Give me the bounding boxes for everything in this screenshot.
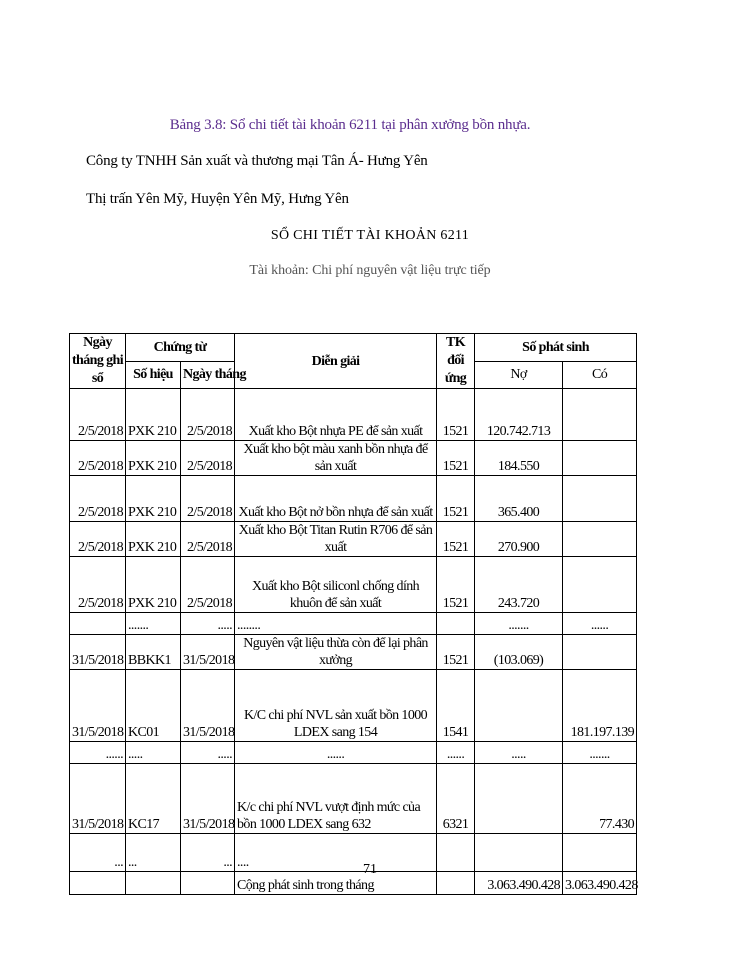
row-contra-account <box>437 613 475 635</box>
row-credit <box>563 476 637 522</box>
row-date: 2/5/2018 <box>70 441 126 476</box>
row-description: Xuất kho Bột siliconl chống dính khuôn để sản xuất <box>235 557 437 613</box>
row-credit: ...... <box>563 613 637 635</box>
row-description: K/C chi phí NVL sản xuất bồn 1000 LDEX sang 154 <box>235 670 437 742</box>
row-credit: ....... <box>563 742 637 764</box>
row-date <box>70 613 126 635</box>
row-voucher-date: 31/5/2018 <box>181 670 235 742</box>
ledger-title: SỔ CHI TIẾT TÀI KHOẢN 6211 <box>270 228 470 243</box>
row-voucher-date: 2/5/2018 <box>181 522 235 557</box>
row-voucher-date: ..... <box>181 613 235 635</box>
table-row <box>70 441 637 476</box>
table-row <box>70 389 637 441</box>
row-credit <box>563 557 637 613</box>
total-debit: 3.063.490.428 <box>475 872 563 895</box>
row-voucher-date: 2/5/2018 <box>181 557 235 613</box>
row-voucher-no: PXK 210 <box>126 522 181 557</box>
row-date: 2/5/2018 <box>70 522 126 557</box>
row-contra-account: 1521 <box>437 522 475 557</box>
header-description: Diễn giải <box>235 334 437 389</box>
row-voucher-no: ... <box>126 834 181 872</box>
table-row <box>70 613 637 635</box>
header-amounts: Số phát sinh <box>475 334 637 362</box>
row-contra-account: 1521 <box>437 557 475 613</box>
row-credit <box>563 522 637 557</box>
row-debit: 184.550 <box>475 441 563 476</box>
table-row <box>70 764 637 834</box>
table-row <box>70 670 637 742</box>
row-voucher-date: 31/5/2018 <box>181 635 235 670</box>
row-voucher-no: PXK 210 <box>126 557 181 613</box>
row-voucher-date: 2/5/2018 <box>181 389 235 441</box>
row-contra-account: 1541 <box>437 670 475 742</box>
page-number: 71 <box>363 862 377 877</box>
row-date: 2/5/2018 <box>70 476 126 522</box>
row-voucher-date: 2/5/2018 <box>181 441 235 476</box>
row-debit: 243.720 <box>475 557 563 613</box>
header-voucher-date: Ngày tháng <box>181 361 235 389</box>
row-description: K/c chi phí NVL vượt định mức của bồn 1000 LDEX sang 632 <box>235 764 437 834</box>
row-debit: (103.069) <box>475 635 563 670</box>
row-date: ...... <box>70 742 126 764</box>
row-description: Xuất kho Bột Titan Rutin R706 để sản xuất <box>235 522 437 557</box>
row-debit: ..... <box>475 742 563 764</box>
row-contra-account: ...... <box>437 742 475 764</box>
table-caption: Bảng 3.8: Sổ chi tiết tài khoản 6211 tại phân xưởng bồn nhựa. <box>169 117 531 133</box>
company-address: Thị trấn Yên Mỹ, Huyện Yên Mỹ, Hưng Yên <box>86 191 349 207</box>
table-row <box>70 742 637 764</box>
row-description: ...... <box>235 742 437 764</box>
row-voucher-no: BBKK1 <box>126 635 181 670</box>
row-voucher-date: ..... <box>181 742 235 764</box>
table-row <box>70 476 637 522</box>
header-credit: Có <box>563 361 637 389</box>
row-debit: 120.742.713 <box>475 389 563 441</box>
row-description: Xuất kho Bột nở bồn nhựa để sản xuất <box>235 476 437 522</box>
row-contra-account: 6321 <box>437 764 475 834</box>
row-voucher-no: KC01 <box>126 670 181 742</box>
row-credit <box>563 635 637 670</box>
row-date: 31/5/2018 <box>70 764 126 834</box>
header-debit: Nợ <box>475 361 563 389</box>
row-debit: 270.900 <box>475 522 563 557</box>
row-contra-account: 1521 <box>437 389 475 441</box>
row-voucher-date: 31/5/2018 <box>181 764 235 834</box>
row-description: .... <box>235 834 437 872</box>
row-voucher-date: ... <box>181 834 235 872</box>
table-row <box>70 635 637 670</box>
row-description: Xuất kho bột màu xanh bồn nhựa để sản xuất <box>235 441 437 476</box>
header-voucher-no: Số hiệu <box>126 361 181 389</box>
row-date: 31/5/2018 <box>70 670 126 742</box>
row-date: 31/5/2018 <box>70 635 126 670</box>
header-date-recorded: Ngày tháng ghi sổ <box>70 334 126 389</box>
row-credit <box>563 441 637 476</box>
total-credit: 3.063.490.428 <box>563 872 637 895</box>
header-voucher: Chứng từ <box>126 334 235 362</box>
row-contra-account: 1521 <box>437 635 475 670</box>
header-contra-account: TK đối ứng <box>437 334 475 389</box>
row-voucher-no: PXK 210 <box>126 441 181 476</box>
row-date: 2/5/2018 <box>70 389 126 441</box>
row-description: ........ <box>235 613 437 635</box>
account-description: Tài khoản: Chi phí nguyên vật liệu trực tiếp <box>249 263 491 278</box>
row-date: ... <box>70 834 126 872</box>
row-voucher-date: 2/5/2018 <box>181 476 235 522</box>
row-voucher-no: KC17 <box>126 764 181 834</box>
row-description: Nguyên vật liệu thừa còn để lại phân xưởng <box>235 635 437 670</box>
row-credit: 77.430 <box>563 764 637 834</box>
total-label: Cộng phát sinh trong tháng <box>235 872 437 895</box>
row-voucher-no: PXK 210 <box>126 476 181 522</box>
row-date: 2/5/2018 <box>70 557 126 613</box>
row-credit: 181.197.139 <box>563 670 637 742</box>
row-debit: ....... <box>475 613 563 635</box>
row-debit: 365.400 <box>475 476 563 522</box>
row-description: Xuất kho Bột nhựa PE để sản xuất <box>235 389 437 441</box>
row-voucher-no: PXK 210 <box>126 389 181 441</box>
row-voucher-no: ....... <box>126 613 181 635</box>
table-row <box>70 522 637 557</box>
row-contra-account: 1521 <box>437 476 475 522</box>
row-voucher-no: ..... <box>126 742 181 764</box>
company-name: Công ty TNHH Sản xuất và thương mại Tân Á- Hưng Yên <box>86 153 428 169</box>
table-row <box>70 557 637 613</box>
row-debit <box>475 670 563 742</box>
ledger-table <box>69 333 637 895</box>
row-debit <box>475 764 563 834</box>
row-contra-account: 1521 <box>437 441 475 476</box>
row-credit <box>563 389 637 441</box>
